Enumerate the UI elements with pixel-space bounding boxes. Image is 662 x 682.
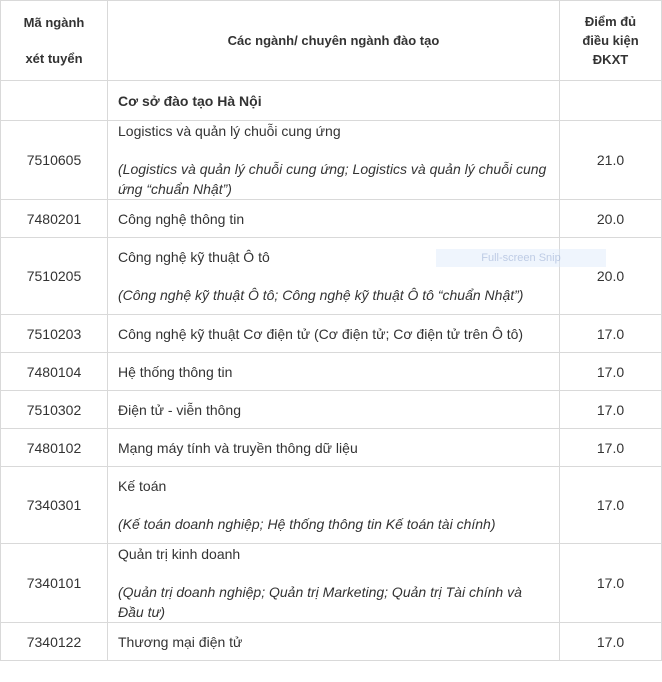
header-major: Các ngành/ chuyên ngành đào tạo xyxy=(108,1,560,81)
row-code: 7510203 xyxy=(1,315,108,353)
row-score: 17.0 xyxy=(560,391,662,429)
table-row xyxy=(1,200,662,238)
row-score: 17.0 xyxy=(560,315,662,353)
table-row xyxy=(1,315,662,353)
row-score: 17.0 xyxy=(560,353,662,391)
table-row xyxy=(1,121,662,200)
major-specializations: (Kế toán doanh nghiệp; Hệ thống thông tin Kế toán tài chính) xyxy=(118,516,496,532)
row-major: Điện tử - viễn thông xyxy=(108,391,560,429)
table-row xyxy=(1,429,662,467)
table-row xyxy=(1,353,662,391)
section-title: Cơ sở đào tạo Hà Nội xyxy=(108,81,560,121)
row-code: 7340301 xyxy=(1,467,108,544)
major-specializations: (Quản trị doanh nghiệp; Quản trị Marketing; Quản trị Tài chính và Đầu tư) xyxy=(118,584,522,620)
row-major: Hệ thống thông tin xyxy=(108,353,560,391)
row-score: 21.0 xyxy=(560,121,662,200)
section-row xyxy=(1,81,662,121)
table-row xyxy=(1,467,662,544)
row-major: Công nghệ thông tin xyxy=(108,200,560,238)
table-row xyxy=(1,391,662,429)
row-major: Mạng máy tính và truyền thông dữ liệu xyxy=(108,429,560,467)
row-major: Công nghệ kỹ thuật Cơ điện tử (Cơ điện tử; Cơ điện tử trên Ô tô) xyxy=(108,315,560,353)
major-name: Công nghệ kỹ thuật Ô tô xyxy=(118,249,270,265)
major-name: Quản trị kinh doanh xyxy=(118,546,241,562)
table-header-row xyxy=(1,1,662,81)
row-code: 7480104 xyxy=(1,353,108,391)
row-code: 7510302 xyxy=(1,391,108,429)
row-score: 17.0 xyxy=(560,544,662,623)
header-code: Mã ngành xét tuyển xyxy=(1,1,108,81)
section-score-cell xyxy=(560,81,662,121)
major-name: Kế toán xyxy=(118,478,167,494)
row-score: 17.0 xyxy=(560,429,662,467)
row-score: 17.0 xyxy=(560,623,662,661)
row-code: 7340122 xyxy=(1,623,108,661)
row-major: Thương mại điện tử xyxy=(108,623,560,661)
row-score: 20.0 xyxy=(560,200,662,238)
major-specializations: (Công nghệ kỹ thuật Ô tô; Công nghệ kỹ thuật Ô tô “chuẩn Nhật”) xyxy=(118,287,524,303)
row-score: 20.0 xyxy=(560,238,662,315)
major-name: Logistics và quản lý chuỗi cung ứng xyxy=(118,123,341,139)
row-code: 7510605 xyxy=(1,121,108,200)
section-code-cell xyxy=(1,81,108,121)
table-row xyxy=(1,623,662,661)
row-code: 7340101 xyxy=(1,544,108,623)
snip-overlay-label: Full-screen Snip xyxy=(436,249,606,267)
table-row xyxy=(1,544,662,623)
row-major xyxy=(108,121,560,200)
row-code: 7480201 xyxy=(1,200,108,238)
row-score: 17.0 xyxy=(560,467,662,544)
row-code: 7480102 xyxy=(1,429,108,467)
major-specializations: (Logistics và quản lý chuỗi cung ứng; Logistics và quản lý chuỗi cung ứng “chuẩn Nhật”) xyxy=(118,161,547,197)
row-major xyxy=(108,544,560,623)
row-major xyxy=(108,467,560,544)
header-score: Điểm đủ điều kiện ĐKXT xyxy=(560,1,662,81)
row-code: 7510205 xyxy=(1,238,108,315)
